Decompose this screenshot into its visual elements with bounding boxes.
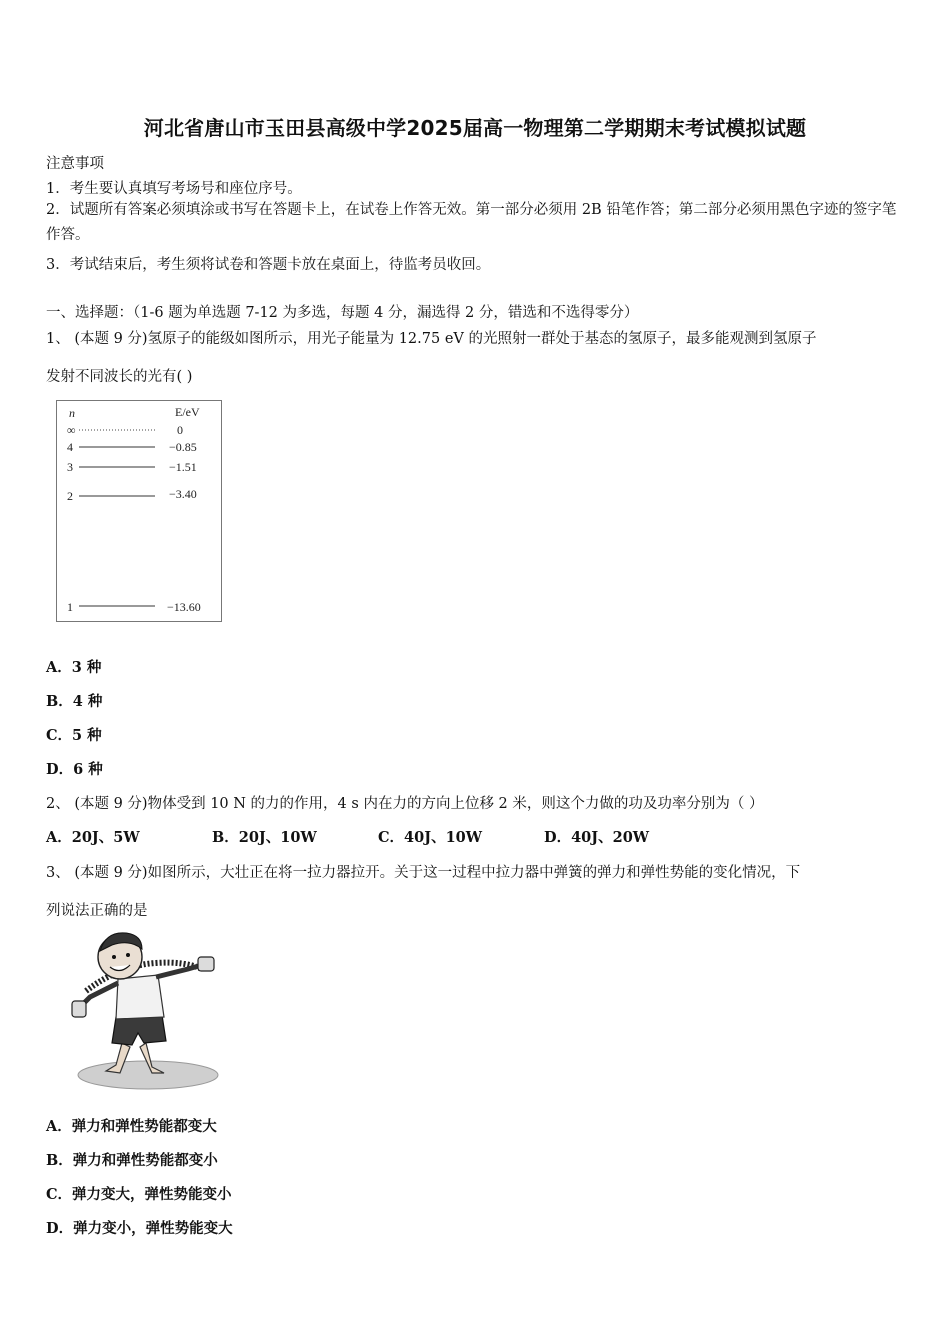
level-1-n: 1 — [67, 600, 73, 614]
energy-level-svg — [57, 401, 223, 623]
n-axis-label: n — [69, 406, 75, 420]
q2-option-c: C．40J、10W — [378, 829, 483, 846]
section-heading: 一、选择题：（1-6 题为单选题 7-12 为多选，每题 4 分，漏选得 2 分，错选和不选得零分） — [46, 305, 639, 321]
level-inf-n: ∞ — [67, 423, 76, 437]
level-1-e: −13.60 — [167, 600, 201, 614]
level-3-n: 3 — [67, 460, 73, 474]
level-inf-e: 0 — [177, 423, 183, 437]
q2-options — [46, 826, 710, 847]
q3-option-a: A．弹力和弹性势能都变大 — [46, 1118, 217, 1135]
page-title: 河北省唐山市玉田县高级中学2025届高一物理第二学期期末考试模拟试题 — [143, 116, 807, 140]
q1-option-a: A．3 种 — [46, 659, 102, 676]
level-3-e: −1.51 — [169, 460, 197, 474]
notice-item-2: 2．试题所有答案必须填涂或书写在答题卡上，在试卷上作答无效。第一部分必须用 2B 铅笔作答；第二部分必须用黑色字迹的签字笔作答。 — [46, 202, 897, 243]
energy-level-diagram — [56, 400, 222, 622]
q3-option-c: C．弹力变大，弹性势能变小 — [46, 1186, 232, 1203]
q1-stem-line2: 发射不同波长的光有( ) — [46, 369, 193, 385]
q1-option-d: D．6 种 — [46, 761, 103, 778]
q1-option-c: C．5 种 — [46, 727, 102, 744]
q1-option-b: B．4 种 — [46, 693, 103, 710]
notice-heading: 注意事项 — [46, 156, 104, 172]
level-2-e: −3.40 — [169, 487, 197, 501]
level-2-n: 2 — [67, 489, 73, 503]
q3-stem-line1: 3、 (本题 9 分)如图所示，大壮正在将一拉力器拉开。关于这一过程中拉力器中弹簧的弹力和弹性势能的变化情况，下 — [46, 865, 801, 881]
q3-option-d: D．弹力变小，弹性势能变大 — [46, 1220, 233, 1237]
q2-stem: 2、 (本题 9 分)物体受到 10 N 的力的作用，4 s 内在力的方向上位移 2 米，则这个力做的功及功率分别为（ ） — [46, 796, 764, 812]
q3-stem-line2: 列说法正确的是 — [46, 903, 148, 919]
level-4-n: 4 — [67, 440, 73, 454]
notice-item-1: 1．考生要认真填写考场号和座位序号。 — [46, 181, 302, 197]
q1-stem-line1: 1、 (本题 9 分)氢原子的能级如图所示，用光子能量为 12.75 eV 的光照射一群处于基态的氢原子，最多能观测到氢原子 — [46, 331, 817, 347]
q2-option-b: B．20J、10W — [212, 829, 317, 846]
q2-option-d: D．40J、20W — [544, 829, 650, 846]
q2-option-a: A．20J、5W — [46, 829, 140, 846]
level-4-e: −0.85 — [169, 440, 197, 454]
e-axis-label: E/eV — [175, 405, 200, 419]
boy-pulling-expander-illustration — [60, 925, 225, 1095]
notice-item-3: 3．考试结束后，考生须将试卷和答题卡放在桌面上，待监考员收回。 — [46, 257, 491, 273]
q3-option-b: B．弹力和弹性势能都变小 — [46, 1152, 218, 1169]
